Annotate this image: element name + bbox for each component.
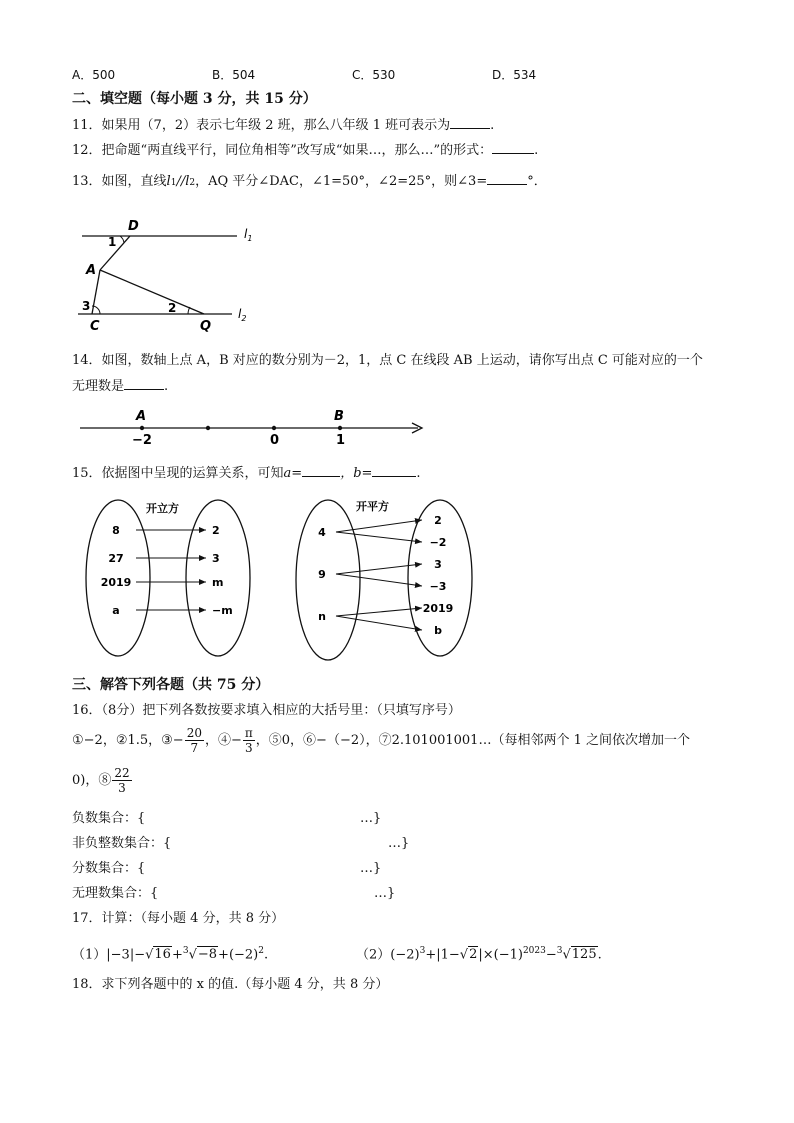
mapping-arrow [336, 564, 422, 574]
q17-plus: + [171, 947, 183, 963]
q17-p1-end: . [263, 947, 269, 963]
q16-n1: ①−2，②1.5，③− [72, 732, 184, 748]
cube-left-value: 8 [112, 524, 120, 537]
q15-b-label: ，b= [340, 466, 373, 481]
option-c: C．530 [352, 68, 396, 82]
q16-n4: ，④− [204, 732, 242, 748]
fraction-numerator: 20 [186, 726, 202, 740]
question-14-line1: 14．如图，数轴上点 A，B 对应的数分别为－2，1，点 C 在线段 AB 上运动，请你写出点 C 可能对应的一个 [72, 353, 703, 368]
set-irrational-label: 无理数集合：{ [72, 886, 159, 901]
set-fraction-end: …} [360, 861, 382, 876]
q15-a-blank[interactable] [302, 464, 340, 477]
q17-p2-end: . [597, 947, 602, 963]
q13-answer-blank[interactable] [487, 172, 527, 185]
q17-exp-2: 2 [258, 946, 264, 956]
sqrt-left-ellipse [296, 500, 360, 660]
fraction-numerator: 22 [114, 766, 130, 780]
mapping-arrow [336, 616, 422, 630]
label-l2: $l_2$ [238, 307, 247, 323]
label-a: A [86, 263, 97, 278]
cube-title: 开立方 [146, 502, 179, 515]
question-15 [72, 464, 421, 483]
question-17-title: 17．计算：（每小题 4 分，共 8 分） [72, 911, 285, 926]
cube-right-values [212, 524, 233, 617]
sqrt-left-values [318, 526, 326, 623]
fraction-20-7 [185, 726, 204, 755]
sqrt-left-value: n [318, 610, 326, 623]
question-16-intro: 16．（8分）把下列各数按要求填入相应的大括号里：（只填写序号） [72, 703, 461, 718]
set-negative-end: …} [360, 811, 382, 826]
sqrt-arrows [336, 520, 422, 630]
figure-14-number-line [72, 404, 432, 450]
question-14-line2 [72, 377, 168, 396]
sqrt-right-value: −3 [429, 580, 447, 593]
point-b [338, 426, 342, 430]
q17-part1 [72, 942, 268, 964]
cube-right-value: 2 [212, 524, 220, 537]
q14-text2: 无理数是 [72, 379, 125, 394]
set-nonneg-int-label: 非负整数集合：{ [72, 836, 172, 851]
fraction-numerator: π [244, 726, 253, 740]
q12-text: 12．把命题“两直线平行，同位角相等”改写成“如果…，那么…”的形式： [72, 143, 493, 158]
fraction-denominator: 7 [190, 741, 199, 755]
sqrt-right-value: 3 [434, 558, 442, 571]
q17-p1-tail: +(−2) [218, 947, 259, 963]
point-neg1 [206, 426, 210, 430]
figure-15-square-root-mapping [290, 496, 480, 662]
q17-exp-2023: 2023 [522, 946, 546, 956]
cube-right-value: m [212, 576, 224, 589]
q12-answer-blank[interactable] [492, 141, 534, 154]
cbrt-sign: √ [188, 947, 197, 963]
cube-left-value: 27 [108, 552, 124, 565]
question-16-numbers [72, 726, 690, 755]
option-b: B．504 [212, 68, 256, 82]
option-a: A．500 [72, 68, 116, 82]
q13-l2-sub: 2 [189, 178, 196, 188]
question-16-numbers-cont [72, 766, 133, 795]
tick-one: 1 [336, 433, 346, 448]
sqrt-right-value: 2 [434, 514, 442, 527]
sqrt-sign: √ [459, 947, 469, 963]
q17-p2-abs: +|1− [425, 947, 460, 963]
label-angle-2: 2 [168, 301, 177, 315]
section-2-title: 二、填空题（每小题 3 分，共 15 分） [72, 91, 317, 107]
q14-end: . [164, 379, 169, 394]
cube-left-value: a [112, 604, 120, 617]
tick-zero: 0 [270, 433, 280, 448]
cbrt-sign: √ [562, 947, 571, 963]
point-zero [272, 426, 276, 430]
mapping-arrow [336, 532, 422, 542]
q13-l2: l [185, 174, 190, 189]
q17-radicand-2: 2 [469, 947, 478, 963]
label-angle-1: 1 [108, 235, 117, 249]
set-nonneg-int-end: …} [388, 836, 410, 851]
section-3-title: 三、解答下列各题（共 75 分） [72, 677, 270, 693]
label-point-b: B [334, 409, 344, 424]
option-d: D．534 [492, 68, 537, 82]
q13-parallel: // [176, 174, 186, 189]
sqrt-left-value: 9 [318, 568, 326, 581]
set-fraction-label: 分数集合：{ [72, 861, 146, 876]
q13-l1-sub: 1 [170, 178, 177, 188]
fraction-denominator: 3 [118, 781, 126, 795]
sqrt-title: 开平方 [356, 500, 389, 513]
fraction-denominator: 3 [245, 741, 253, 755]
sqrt-right-value: b [434, 624, 442, 637]
q11-text: 11．如果用（7，2）表示七年级 2 班，那么八年级 1 班可表示为 [72, 118, 451, 133]
q17-cube-index: 3 [182, 946, 189, 956]
q17-minus: − [545, 947, 557, 963]
q13-end: °． [527, 174, 547, 189]
sqrt-right-values [423, 514, 454, 637]
q17-exp-3: 3 [419, 946, 426, 956]
sqrt-right-value: −2 [429, 536, 447, 549]
sqrt-sign: √ [145, 947, 154, 963]
label-d: D [128, 219, 139, 234]
question-12 [72, 141, 538, 160]
q17-p2-text: （2）(−2) [356, 947, 420, 963]
segment-aq [100, 270, 204, 314]
set-irrational-end: …} [374, 886, 396, 901]
fraction-22-3 [112, 766, 131, 795]
cube-right-value: 3 [212, 552, 220, 565]
question-18: 18．求下列各题中的 x 的值.（每小题 4 分，共 8 分） [72, 977, 389, 992]
cube-left-values [101, 524, 132, 617]
figure-15-cube-root-mapping [80, 496, 260, 662]
set-negative-label: 负数集合：{ [72, 811, 146, 826]
cube-right-value: −m [212, 604, 233, 617]
question-11 [72, 116, 494, 135]
mapping-arrow [336, 608, 422, 616]
q11-end: . [490, 118, 495, 133]
label-l1: $l_1$ [244, 227, 253, 243]
point-a [140, 426, 144, 430]
label-angle-3: 3 [82, 299, 91, 313]
q17-part2 [356, 942, 602, 964]
fraction-pi-3 [243, 726, 255, 755]
sqrt-left-value: 4 [318, 526, 326, 539]
q16-n6: 0)，⑧ [72, 772, 112, 788]
q17-radicand-neg8: −8 [197, 947, 218, 963]
mapping-arrow [336, 520, 422, 532]
q16-n5: ，⑤0，⑥−（−2），⑦2.101001001…（每相邻两个 1 之间依次增加一个 [255, 732, 690, 748]
angle-1-arc [120, 236, 124, 243]
q17-cube-index-2: 3 [556, 946, 563, 956]
q15-b-blank[interactable] [372, 464, 416, 477]
mapping-arrow [336, 574, 422, 586]
q15-a-label: a= [283, 466, 303, 481]
q13-mid: ，AQ 平分∠DAC，∠1=50°，∠2=25°，则∠3= [195, 174, 488, 189]
label-c: C [90, 319, 100, 334]
cube-left-value: 2019 [100, 576, 132, 589]
q11-answer-blank[interactable] [450, 116, 490, 129]
q14-answer-blank[interactable] [124, 377, 164, 390]
q13-l1: l [166, 174, 171, 189]
q17-p2-mid: |×(−1) [478, 947, 523, 963]
label-q: Q [200, 319, 212, 334]
sqrt-right-value: 2019 [422, 602, 454, 615]
q15-pre: 15．依据图中呈现的运算关系，可知 [72, 466, 284, 481]
q17-radicand-16: 16 [154, 947, 171, 963]
question-13 [72, 172, 547, 192]
tick-neg2: −2 [132, 433, 152, 448]
q17-p1-text: （1）|−3|− [72, 947, 146, 963]
q15-end: . [416, 466, 421, 481]
q12-end: . [534, 143, 539, 158]
q13-pre: 13．如图，直线 [72, 174, 167, 189]
q17-radicand-125: 125 [571, 947, 597, 963]
label-point-a: A [136, 409, 147, 424]
figure-13-parallel-lines [72, 210, 272, 340]
